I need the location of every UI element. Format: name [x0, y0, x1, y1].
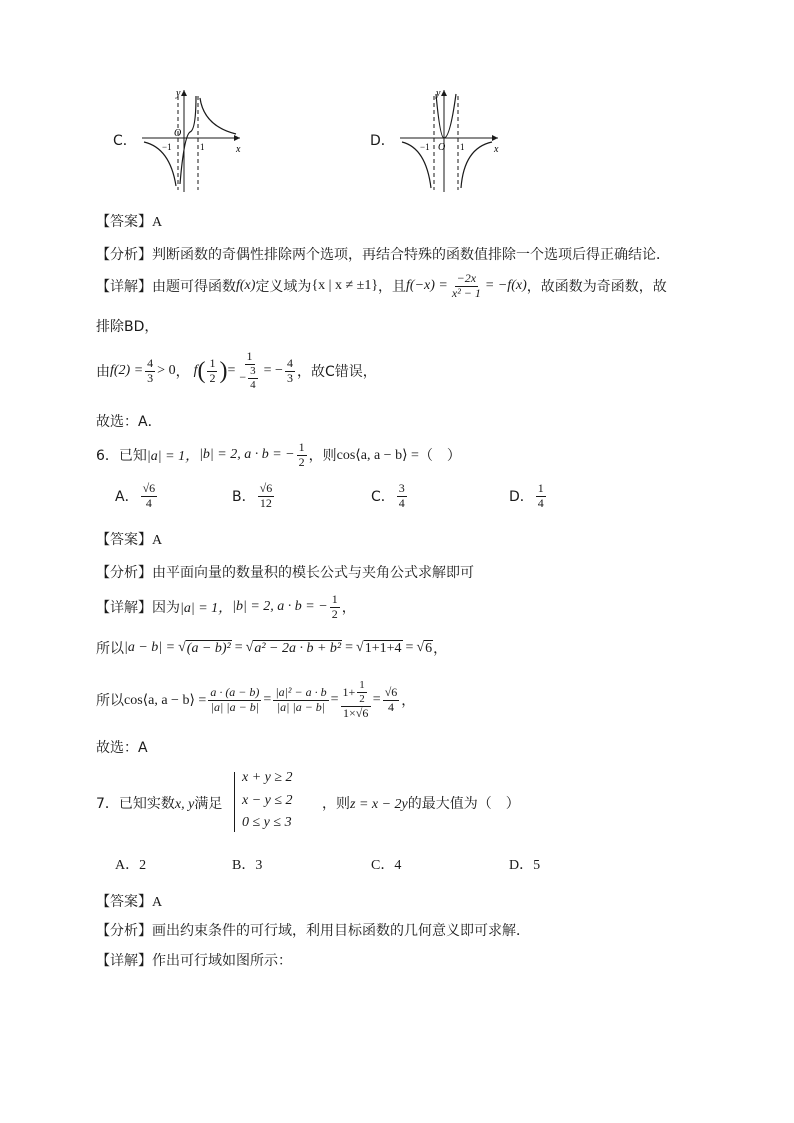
denominator: 12 — [259, 495, 272, 510]
q5-detail-line-2: 排除BD， — [96, 319, 159, 335]
fraction — [145, 357, 155, 386]
condition-1: x + y ≥ 2 — [242, 770, 293, 785]
graph-d-origin: O — [438, 142, 446, 153]
detail-text: ，则 — [308, 448, 337, 464]
graph-c-origin: O — [174, 128, 182, 139]
sqrt-sign: √ — [178, 640, 186, 655]
denominator: 4 — [537, 495, 544, 510]
fraction — [248, 365, 258, 391]
numerator: √6 — [259, 481, 273, 495]
q7-detail — [96, 950, 292, 970]
math-neg-fx: = −f(x) — [484, 278, 527, 294]
numerator: −2x — [456, 271, 477, 285]
answer-value: A — [152, 533, 163, 548]
fraction — [285, 357, 295, 386]
sqrt-sign: √ — [356, 640, 364, 655]
answer-value: A — [152, 895, 163, 910]
math-gt-zero: > 0 — [157, 363, 176, 378]
question-number: 6．已知 — [96, 448, 147, 464]
graph-c — [140, 86, 245, 194]
equals: = — [234, 640, 243, 655]
q6-detail-line-2 — [96, 634, 447, 662]
fraction — [383, 686, 400, 715]
q7-answer — [96, 891, 162, 911]
math-f-neg-x: f(−x) = — [406, 278, 448, 294]
fraction — [536, 482, 546, 511]
sqrt-sign: √ — [245, 640, 254, 655]
denominator: |a| |a − b| — [276, 699, 326, 714]
compound-fraction — [237, 350, 261, 391]
numerator — [341, 679, 371, 706]
detail-tag: 【详解】 — [96, 279, 152, 296]
q5-detail-line-3 — [96, 346, 377, 396]
detail-text: 满足 — [194, 796, 223, 812]
detail-text: ，则 — [322, 796, 350, 812]
denominator: 2 — [298, 454, 305, 469]
fraction — [141, 482, 158, 511]
q6-detail-line-3 — [96, 672, 415, 728]
analysis-text: 画出约束条件的可行域，利用目标函数的几何意义即可求解． — [152, 923, 530, 939]
q6-option-d[interactable] — [509, 482, 548, 511]
q6-option-b[interactable] — [232, 482, 276, 511]
graph-c-x-label: x — [236, 144, 241, 155]
equals: = — [330, 692, 339, 707]
analysis-text: 由平面向量的数量积的模长公式与夹角公式求解即可 — [152, 565, 474, 581]
answer-tag: 【答案】 — [96, 214, 152, 230]
math-abs-a: |a| = 1， — [146, 449, 200, 464]
one-plus: 1+ — [342, 684, 356, 699]
q7-option-a[interactable]: A．2 — [115, 858, 147, 873]
option-label: B． — [232, 489, 256, 506]
numerator: 1 — [359, 679, 365, 692]
graph-d-x-label: x — [494, 144, 499, 155]
numerator: √6 — [142, 481, 156, 495]
detail-text: ，故C错误， — [296, 364, 377, 380]
detail-text: ，且 — [378, 279, 407, 296]
q7-option-b[interactable]: B．3 — [232, 858, 263, 873]
detail-text: 所以 — [96, 693, 124, 709]
compound-fraction — [341, 679, 371, 720]
denominator: − $\frac{3}{4}$ — [239, 365, 256, 391]
math-objective: z = x − 2y — [350, 797, 408, 812]
math-domain: {x | x ≠ ±1} — [311, 278, 379, 294]
sqrt-content: a² − 2a · b + b² — [254, 640, 342, 656]
graph-d — [398, 86, 503, 194]
math-cos: cos⟨a, a − b⟩ = — [336, 447, 419, 463]
detail-text: 因为 — [152, 600, 180, 616]
detail-text: 所以 — [96, 641, 124, 657]
detail-text: 由 — [96, 364, 110, 380]
math-abs-b-dot: |b| = 2, a · b = − — [232, 599, 328, 614]
numerator: 4 — [147, 355, 154, 370]
sqrt-content: 6 — [425, 640, 433, 656]
option-d-label: D． — [370, 133, 395, 149]
denominator: 4 — [250, 378, 256, 391]
math-fx: f(x) — [236, 278, 256, 294]
sqrt-sign: √ — [416, 640, 425, 655]
denominator: x² − 1 — [451, 285, 481, 300]
denominator: 2 — [209, 370, 216, 385]
detail-text: 由题可得函数 — [152, 279, 236, 296]
q6-analysis — [96, 562, 474, 582]
denominator: 1×√6 — [342, 705, 369, 720]
numerator: 3 — [250, 365, 256, 378]
detail-text: ， — [401, 693, 416, 709]
equals: = — [227, 363, 236, 378]
q6-detail-line-1 — [96, 590, 356, 624]
option-label: C． — [371, 489, 395, 506]
equals: = — [405, 640, 414, 655]
detail-tag: 【详解】 — [96, 600, 152, 616]
fraction — [208, 686, 261, 715]
detail-text: 的最大值为（ ） — [407, 796, 520, 812]
answer-value: A — [152, 215, 163, 230]
numerator: 1 — [209, 355, 216, 370]
denominator: 3 — [147, 370, 154, 385]
numerator: 1 — [298, 439, 305, 454]
fraction — [357, 679, 367, 705]
q5-choose: 故选：A． — [96, 414, 162, 430]
fraction — [330, 593, 340, 622]
analysis-tag: 【分析】 — [96, 923, 152, 939]
denominator: 2 — [359, 693, 365, 706]
analysis-tag: 【分析】 — [96, 247, 152, 263]
q5-answer — [96, 211, 162, 231]
option-c-label: C． — [113, 133, 137, 149]
detail-tag: 【详解】 — [96, 953, 152, 969]
fraction — [450, 272, 483, 301]
numerator: 1 — [537, 481, 544, 495]
detail-text: 定义域为 — [255, 279, 312, 296]
fraction — [397, 482, 407, 511]
system-brace — [234, 772, 241, 832]
fraction — [297, 441, 307, 470]
graph-c-neg-one: −1 — [162, 142, 172, 152]
math-cos: cos⟨a, a − b⟩ = — [124, 692, 207, 708]
fraction — [258, 482, 275, 511]
equals: = — [263, 692, 272, 707]
graph-c-y-label: y — [176, 88, 181, 99]
fraction — [273, 686, 328, 715]
graph-d-y-label: y — [436, 88, 441, 99]
equals: = — [345, 640, 354, 655]
numerator: √6 — [384, 684, 398, 699]
sqrt-content: 1+1+4 — [364, 640, 402, 656]
answer-tag: 【答案】 — [96, 532, 152, 548]
fraction — [207, 357, 217, 386]
q6-option-c[interactable] — [371, 482, 409, 511]
option-label: D． — [509, 489, 534, 506]
denominator: 3 — [286, 370, 293, 385]
q7-option-d[interactable]: D．5 — [509, 858, 541, 873]
graph-c-pos-one: 1 — [200, 142, 205, 152]
numerator: 1 — [246, 349, 253, 364]
numerator: 3 — [398, 481, 405, 495]
detail-text: ， — [341, 600, 356, 616]
q7-analysis — [96, 920, 530, 940]
numerator: 1 — [331, 591, 338, 606]
denominator: |a| |a − b| — [210, 699, 259, 714]
math-neg: = − — [263, 363, 283, 378]
numerator: |a|² − a · b — [275, 684, 327, 699]
math-f: f — [193, 363, 198, 378]
graph-d-pos-one: 1 — [460, 142, 465, 152]
math-f2: f(2) = — [110, 363, 144, 378]
math-abs-a: |a| = 1， — [180, 601, 233, 616]
paren-right: ) — [219, 357, 228, 384]
analysis-tag: 【分析】 — [96, 565, 152, 581]
math-abs-diff: |a − b| = — [124, 640, 176, 655]
option-label: A． — [115, 489, 139, 506]
denominator: 4 — [398, 495, 405, 510]
q7-stem-suffix — [322, 793, 520, 813]
math-xy: x, y — [174, 797, 195, 812]
q7-stem-prefix — [96, 793, 222, 813]
detail-text: 作出可行域如图所示： — [152, 953, 292, 969]
analysis-text: 判断函数的奇偶性排除两个选项，再结合特殊的函数值排除一个选项后得正确结论． — [152, 247, 670, 263]
blank-paren: （ ） — [418, 448, 461, 464]
q6-option-a[interactable] — [115, 482, 159, 511]
denominator: 2 — [331, 606, 338, 621]
numerator: a · (a − b) — [210, 684, 260, 699]
answer-tag: 【答案】 — [96, 894, 152, 910]
detail-text: ，故函数为奇函数，故 — [526, 279, 667, 296]
q6-choose: 故选：A — [96, 740, 148, 756]
q5-analysis — [96, 244, 670, 264]
denominator: 4 — [145, 495, 152, 510]
q7-option-c[interactable]: C．4 — [371, 858, 402, 873]
equals: = — [372, 692, 381, 707]
math-abs-b-dot: |b| = 2, a · b = − — [199, 447, 295, 462]
denominator: 4 — [388, 699, 394, 714]
condition-3: 0 ≤ y ≤ 3 — [242, 815, 292, 830]
graph-d-neg-one: −1 — [420, 142, 430, 152]
detail-text: ， — [175, 364, 190, 380]
q6-answer — [96, 529, 162, 549]
question-number: 7．已知实数 — [96, 796, 175, 812]
numerator: 4 — [286, 355, 293, 370]
sqrt-content: (a − b)² — [186, 640, 231, 656]
paren-left: ( — [197, 357, 206, 384]
q6-stem — [96, 440, 461, 470]
condition-2: x − y ≤ 2 — [242, 793, 293, 808]
q5-detail-line-1 — [96, 272, 667, 301]
detail-text: ， — [433, 641, 448, 657]
